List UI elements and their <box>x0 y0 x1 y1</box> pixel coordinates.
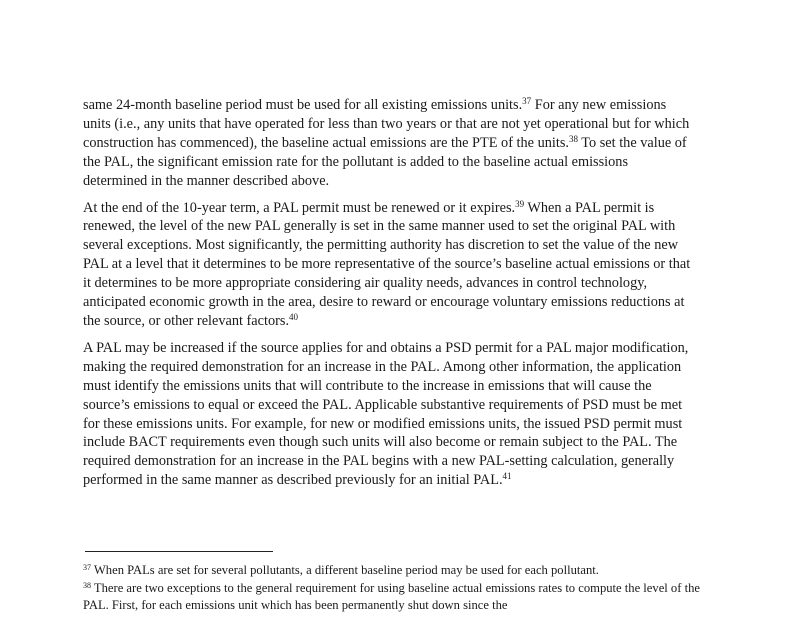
paragraph-pal-increase <box>83 339 693 490</box>
paragraph-text: When a PAL permit is renewed, the level of the new PAL generally is set in the same manner used to set the original PAL with several exceptions. Most significantly, the permitting authority has discretion to set the value of the new PAL at a level that it determines to be more representative of the source’s baseline actual emissions or that it determines to be more appropriate considering air quality needs, advances in control technology, anticipated economic growth in the area, desire to reward or encourage voluntary emissions reductions at the source, or other relevant factors. <box>83 199 691 329</box>
footnote-ref[interactable]: 39 <box>515 198 525 209</box>
footnote-37 <box>83 562 703 580</box>
paragraph-text: same 24-month baseline period must be used for all existing emissions units. <box>83 97 523 113</box>
paragraph-text: At the end of the 10-year term, a PAL permit must be renewed or it expires. <box>83 199 516 216</box>
paragraph-baseline-period <box>83 96 693 191</box>
paragraph-pal-renewal <box>83 199 693 331</box>
footnote-ref[interactable]: 38 <box>568 133 578 144</box>
footnote-divider <box>85 551 273 552</box>
footnote-ref[interactable]: 41 <box>502 471 512 482</box>
footnote-ref[interactable]: 40 <box>289 311 299 322</box>
body-text <box>83 96 693 498</box>
footnote-text: When PALs are set for several pollutants, a different baseline period may be used for each pollutant. <box>91 563 599 577</box>
footnote-38 <box>83 580 703 615</box>
paragraph-text: To set the value of the PAL, the significant emission rate for the pollutant is added to the baseline actual emissions determined in the manner described above. <box>83 134 687 189</box>
footnote-number: 37 <box>83 563 91 572</box>
footnote-ref[interactable]: 37 <box>522 96 532 106</box>
footnote-number: 38 <box>83 580 91 590</box>
paragraph-text: For any new emissions units (i.e., any units that have operated for less than two years or that are not yet operational but for which construction has commenced), the baseline actual emissions are the PTE of the units. <box>83 97 690 151</box>
footnote-text: There are two exceptions to the general requirement for using baseline actual emissions rates to compute the level of the PAL. First, for each emissions unit which has been permanently shut down since the <box>83 580 700 612</box>
paragraph-text: A PAL may be increased if the source applies for and obtains a PSD permit for a PAL major modification, making the required demonstration for an increase in the PAL. Among other information, the application must identify the emissions units that will contribute to the increase in emissions that will cause the source’s emissions to equal or exceed the PAL. Applicable substantive requirements of PSD must be met for these emissions units. For example, for new or modified emissions units, the issued PSD permit must include BACT requirements even though such units will also become or remain subject to the PAL. The required demonstration for an increase in the PAL begins with a new PAL-setting calculation, generally performed in the same manner as described previously for an initial PAL. <box>83 339 689 489</box>
footnotes <box>83 562 703 615</box>
